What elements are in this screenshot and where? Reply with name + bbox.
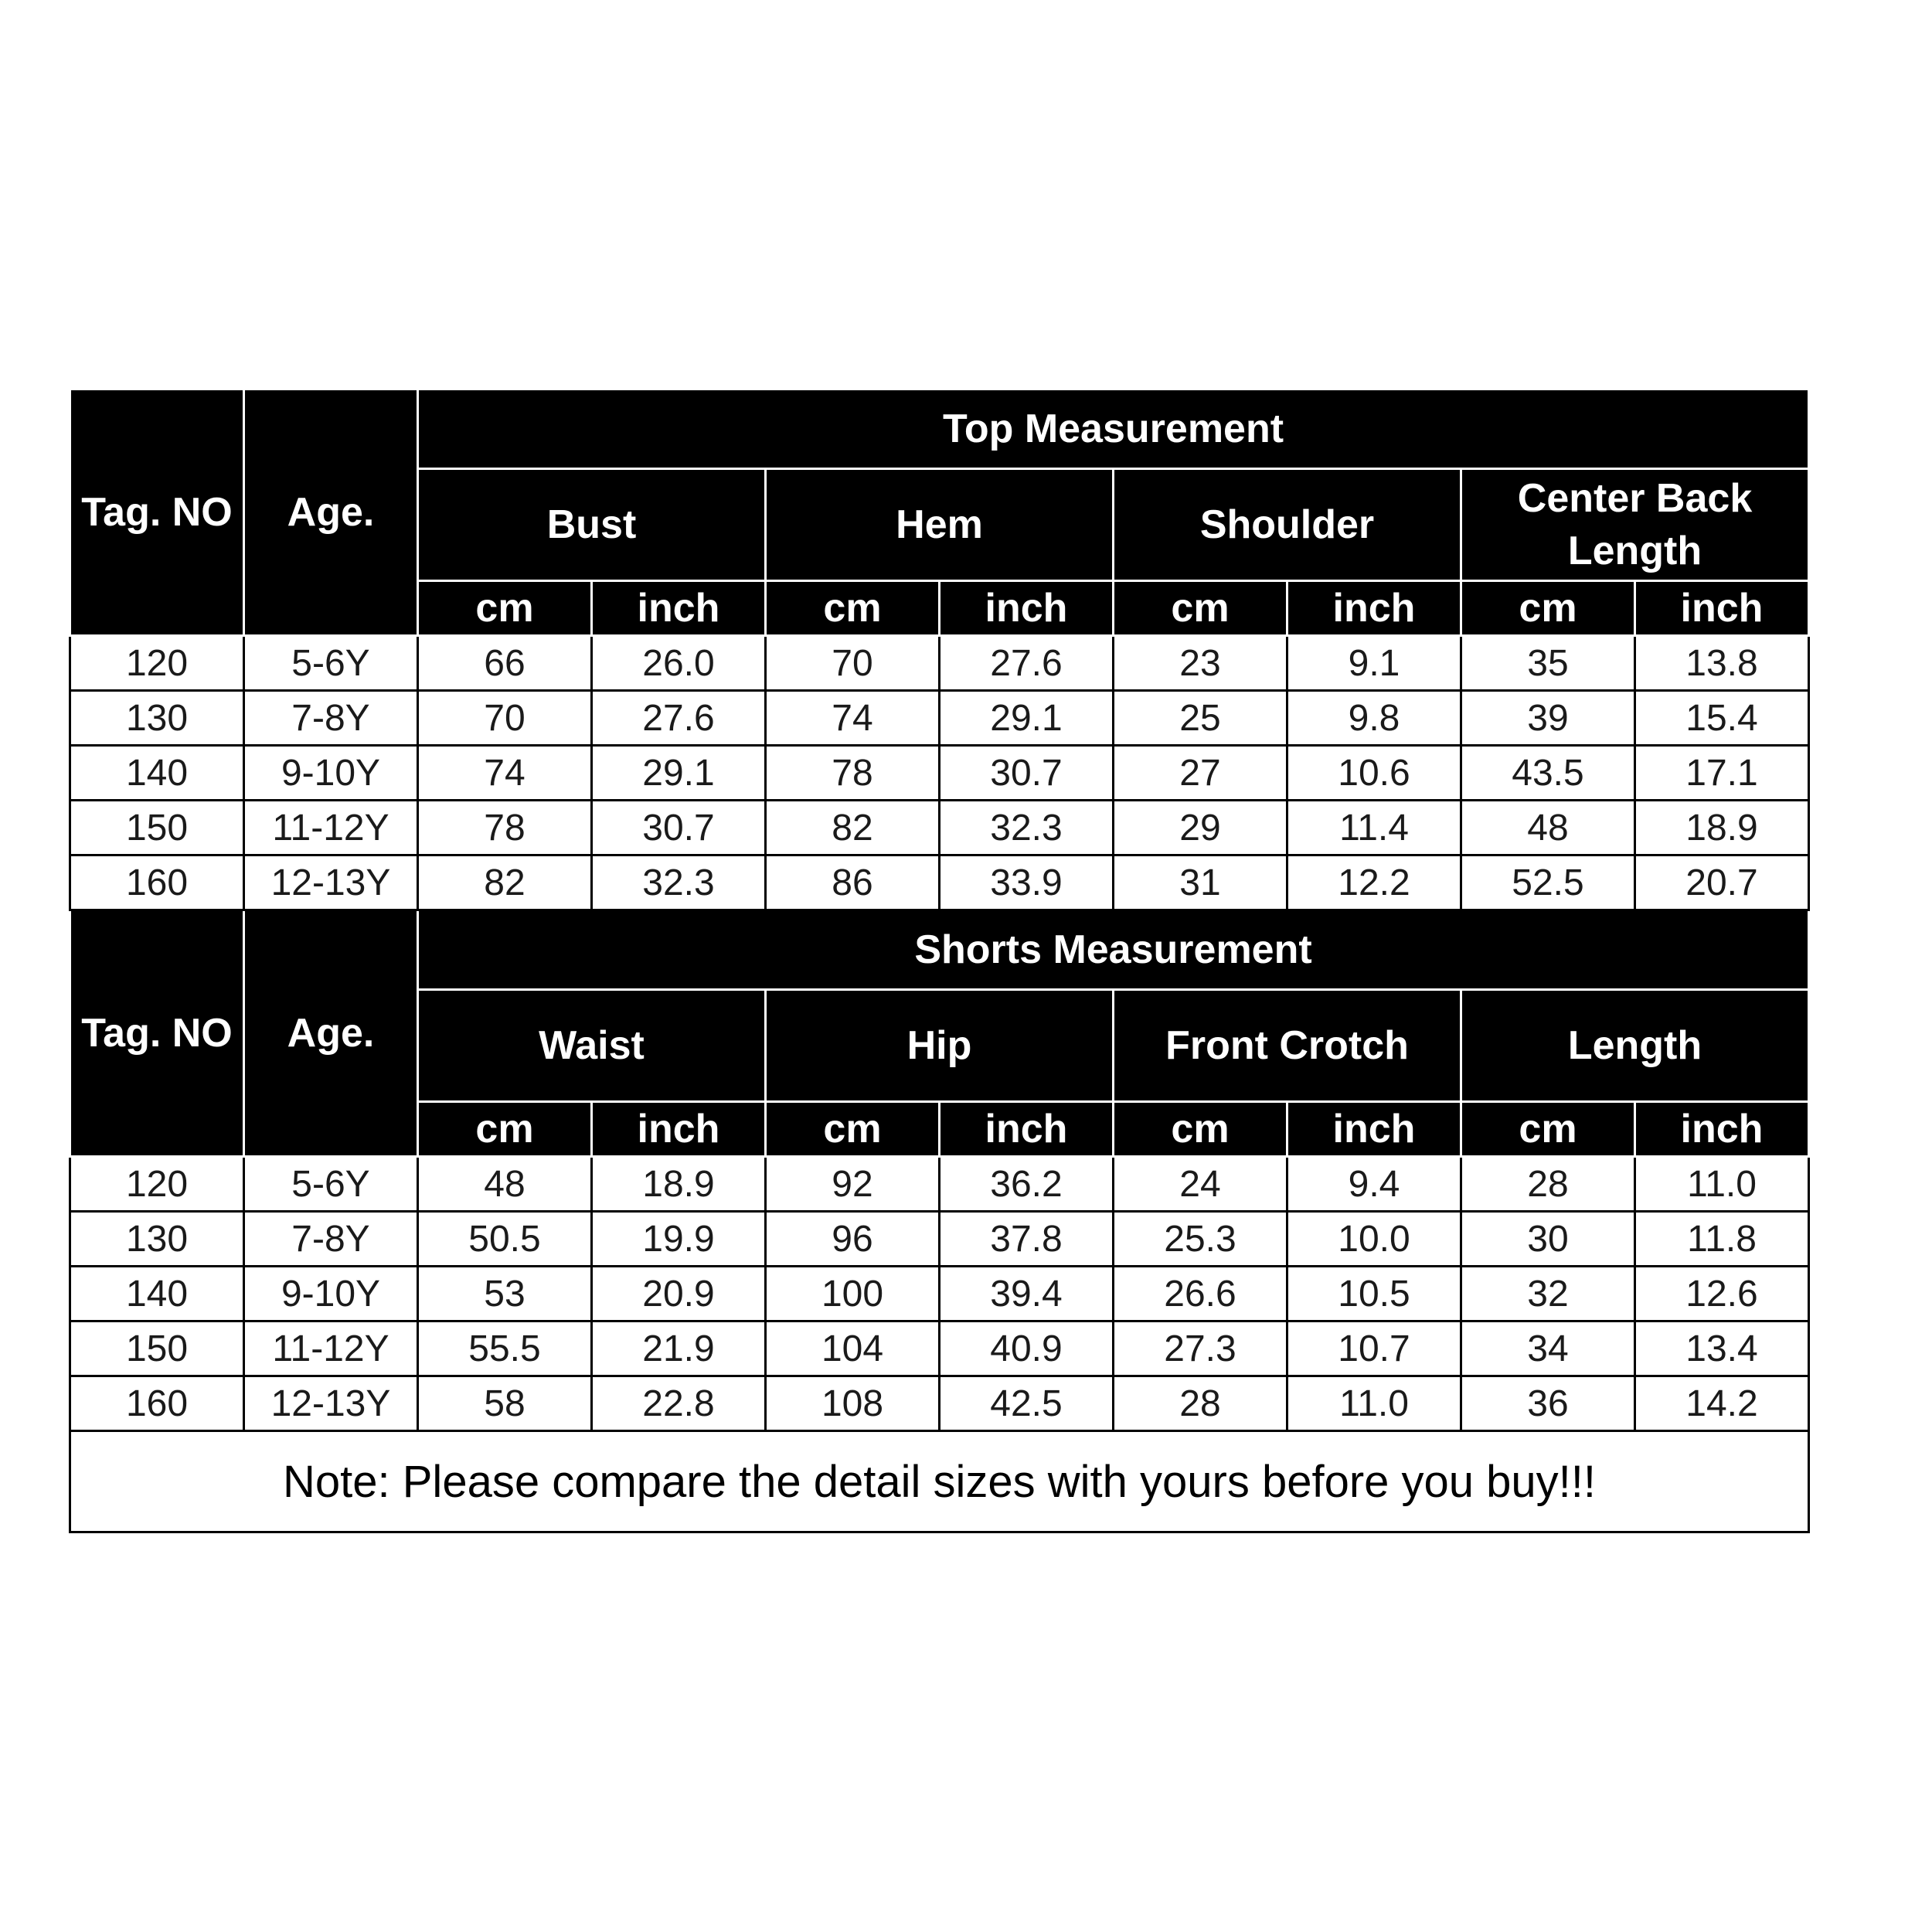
shorts-data-cell: 160 <box>70 1376 244 1431</box>
top-data-cell: 15.4 <box>1635 691 1809 746</box>
top-data-cell: 39 <box>1461 691 1635 746</box>
shorts-data-cell: 14.2 <box>1635 1376 1809 1431</box>
shorts-group-header: Hip <box>766 990 1114 1102</box>
shorts-data-cell: 9-10Y <box>244 1267 418 1321</box>
shorts-data-cell: 12.6 <box>1635 1267 1809 1321</box>
shorts-data-cell: 36.2 <box>940 1157 1114 1212</box>
note-row <box>70 1431 1809 1532</box>
top-data-cell: 29.1 <box>940 691 1114 746</box>
top-group-header: Shoulder <box>1114 469 1461 581</box>
top-data-cell: 27.6 <box>592 691 766 746</box>
top-data-cell: 43.5 <box>1461 746 1635 801</box>
shorts-data-cell: 55.5 <box>418 1321 592 1376</box>
top-data-cell: 29.1 <box>592 746 766 801</box>
top-age-header: Age. <box>244 389 418 636</box>
shorts-data-cell: 11.0 <box>1635 1157 1809 1212</box>
shorts-data-row <box>70 1157 1809 1212</box>
shorts-data-cell: 10.5 <box>1287 1267 1461 1321</box>
shorts-group-header: Front Crotch <box>1114 990 1461 1102</box>
shorts-age-header: Age. <box>244 910 418 1157</box>
top-data-cell: 27 <box>1114 746 1287 801</box>
top-data-cell: 130 <box>70 691 244 746</box>
shorts-data-row <box>70 1376 1809 1431</box>
top-data-cell: 12-13Y <box>244 855 418 910</box>
top-data-row <box>70 636 1809 691</box>
top-group-header: Center Back Length <box>1461 469 1809 581</box>
top-unit-header: inch <box>1635 581 1809 636</box>
shorts-unit-header: cm <box>418 1102 592 1157</box>
top-data-cell: 10.6 <box>1287 746 1461 801</box>
shorts-data-cell: 18.9 <box>592 1157 766 1212</box>
shorts-tag-header: Tag. NO <box>70 910 244 1157</box>
shorts-data-cell: 140 <box>70 1267 244 1321</box>
shorts-data-cell: 11-12Y <box>244 1321 418 1376</box>
top-unit-header: inch <box>1287 581 1461 636</box>
top-data-cell: 27.6 <box>940 636 1114 691</box>
shorts-unit-header: inch <box>592 1102 766 1157</box>
shorts-unit-header: cm <box>766 1102 940 1157</box>
shorts-data-cell: 36 <box>1461 1376 1635 1431</box>
top-data-row <box>70 801 1809 855</box>
top-data-cell: 11-12Y <box>244 801 418 855</box>
shorts-data-cell: 58 <box>418 1376 592 1431</box>
shorts-data-cell: 28 <box>1114 1376 1287 1431</box>
top-data-cell: 30.7 <box>940 746 1114 801</box>
shorts-data-cell: 11.8 <box>1635 1212 1809 1267</box>
note-text: Note: Please compare the detail sizes with yours before you buy!!! <box>70 1431 1809 1532</box>
top-title: Top Measurement <box>418 389 1809 469</box>
top-data-cell: 23 <box>1114 636 1287 691</box>
top-data-cell: 160 <box>70 855 244 910</box>
shorts-data-cell: 26.6 <box>1114 1267 1287 1321</box>
top-unit-header: cm <box>766 581 940 636</box>
top-data-cell: 26.0 <box>592 636 766 691</box>
shorts-data-cell: 24 <box>1114 1157 1287 1212</box>
top-group-header: Hem <box>766 469 1114 581</box>
shorts-data-row <box>70 1267 1809 1321</box>
top-data-cell: 66 <box>418 636 592 691</box>
top-title-row <box>70 389 1809 469</box>
shorts-data-cell: 7-8Y <box>244 1212 418 1267</box>
top-data-cell: 52.5 <box>1461 855 1635 910</box>
top-data-cell: 32.3 <box>592 855 766 910</box>
top-data-cell: 29 <box>1114 801 1287 855</box>
top-data-cell: 35 <box>1461 636 1635 691</box>
shorts-data-cell: 104 <box>766 1321 940 1376</box>
top-data-cell: 48 <box>1461 801 1635 855</box>
shorts-data-cell: 22.8 <box>592 1376 766 1431</box>
top-data-cell: 86 <box>766 855 940 910</box>
shorts-data-cell: 48 <box>418 1157 592 1212</box>
shorts-data-cell: 42.5 <box>940 1376 1114 1431</box>
top-unit-header: inch <box>592 581 766 636</box>
shorts-data-cell: 100 <box>766 1267 940 1321</box>
top-data-row <box>70 691 1809 746</box>
top-data-cell: 30.7 <box>592 801 766 855</box>
shorts-data-cell: 20.9 <box>592 1267 766 1321</box>
shorts-group-header: Length <box>1461 990 1809 1102</box>
note-section <box>70 1431 1809 1532</box>
top-data-cell: 13.8 <box>1635 636 1809 691</box>
top-data-cell: 150 <box>70 801 244 855</box>
shorts-data-cell: 25.3 <box>1114 1212 1287 1267</box>
shorts-title: Shorts Measurement <box>418 910 1809 990</box>
top-data-cell: 78 <box>766 746 940 801</box>
top-data-cell: 31 <box>1114 855 1287 910</box>
shorts-data-cell: 150 <box>70 1321 244 1376</box>
top-data-cell: 74 <box>418 746 592 801</box>
top-unit-header: cm <box>418 581 592 636</box>
shorts-data-cell: 5-6Y <box>244 1157 418 1212</box>
top-data-cell: 74 <box>766 691 940 746</box>
size-chart-table <box>69 388 1810 1533</box>
top-data-cell: 12.2 <box>1287 855 1461 910</box>
shorts-data-cell: 10.7 <box>1287 1321 1461 1376</box>
shorts-data-row <box>70 1321 1809 1376</box>
shorts-data-cell: 96 <box>766 1212 940 1267</box>
shorts-data-row <box>70 1212 1809 1267</box>
top-data-row <box>70 746 1809 801</box>
shorts-unit-header: cm <box>1114 1102 1287 1157</box>
shorts-unit-header: cm <box>1461 1102 1635 1157</box>
top-data-cell: 9.1 <box>1287 636 1461 691</box>
shorts-section <box>70 910 1809 1431</box>
shorts-group-header: Waist <box>418 990 766 1102</box>
shorts-data-cell: 53 <box>418 1267 592 1321</box>
top-data-cell: 70 <box>766 636 940 691</box>
shorts-data-cell: 40.9 <box>940 1321 1114 1376</box>
shorts-data-cell: 10.0 <box>1287 1212 1461 1267</box>
shorts-unit-header: inch <box>1635 1102 1809 1157</box>
top-unit-header: cm <box>1461 581 1635 636</box>
top-tag-header: Tag. NO <box>70 389 244 636</box>
top-data-cell: 120 <box>70 636 244 691</box>
top-data-cell: 20.7 <box>1635 855 1809 910</box>
top-data-cell: 78 <box>418 801 592 855</box>
shorts-data-cell: 12-13Y <box>244 1376 418 1431</box>
shorts-data-cell: 130 <box>70 1212 244 1267</box>
top-group-header: Bust <box>418 469 766 581</box>
shorts-data-cell: 28 <box>1461 1157 1635 1212</box>
shorts-data-cell: 50.5 <box>418 1212 592 1267</box>
top-data-cell: 5-6Y <box>244 636 418 691</box>
shorts-data-cell: 108 <box>766 1376 940 1431</box>
shorts-data-cell: 34 <box>1461 1321 1635 1376</box>
shorts-data-cell: 30 <box>1461 1212 1635 1267</box>
shorts-data-cell: 39.4 <box>940 1267 1114 1321</box>
top-data-cell: 70 <box>418 691 592 746</box>
top-data-cell: 9-10Y <box>244 746 418 801</box>
shorts-data-cell: 32 <box>1461 1267 1635 1321</box>
top-section <box>70 389 1809 910</box>
top-data-cell: 82 <box>418 855 592 910</box>
shorts-unit-header: inch <box>1287 1102 1461 1157</box>
shorts-title-row <box>70 910 1809 990</box>
top-data-cell: 9.8 <box>1287 691 1461 746</box>
shorts-data-cell: 120 <box>70 1157 244 1212</box>
shorts-data-cell: 21.9 <box>592 1321 766 1376</box>
shorts-data-cell: 19.9 <box>592 1212 766 1267</box>
top-data-row <box>70 855 1809 910</box>
top-data-cell: 32.3 <box>940 801 1114 855</box>
shorts-data-cell: 11.0 <box>1287 1376 1461 1431</box>
top-data-cell: 18.9 <box>1635 801 1809 855</box>
shorts-data-cell: 27.3 <box>1114 1321 1287 1376</box>
shorts-data-cell: 13.4 <box>1635 1321 1809 1376</box>
top-data-cell: 17.1 <box>1635 746 1809 801</box>
top-data-cell: 82 <box>766 801 940 855</box>
shorts-unit-header: inch <box>940 1102 1114 1157</box>
top-data-cell: 7-8Y <box>244 691 418 746</box>
shorts-data-cell: 9.4 <box>1287 1157 1461 1212</box>
top-data-cell: 25 <box>1114 691 1287 746</box>
top-unit-header: cm <box>1114 581 1287 636</box>
top-data-cell: 11.4 <box>1287 801 1461 855</box>
shorts-data-cell: 37.8 <box>940 1212 1114 1267</box>
top-data-cell: 33.9 <box>940 855 1114 910</box>
top-data-cell: 140 <box>70 746 244 801</box>
shorts-data-cell: 92 <box>766 1157 940 1212</box>
top-unit-header: inch <box>940 581 1114 636</box>
